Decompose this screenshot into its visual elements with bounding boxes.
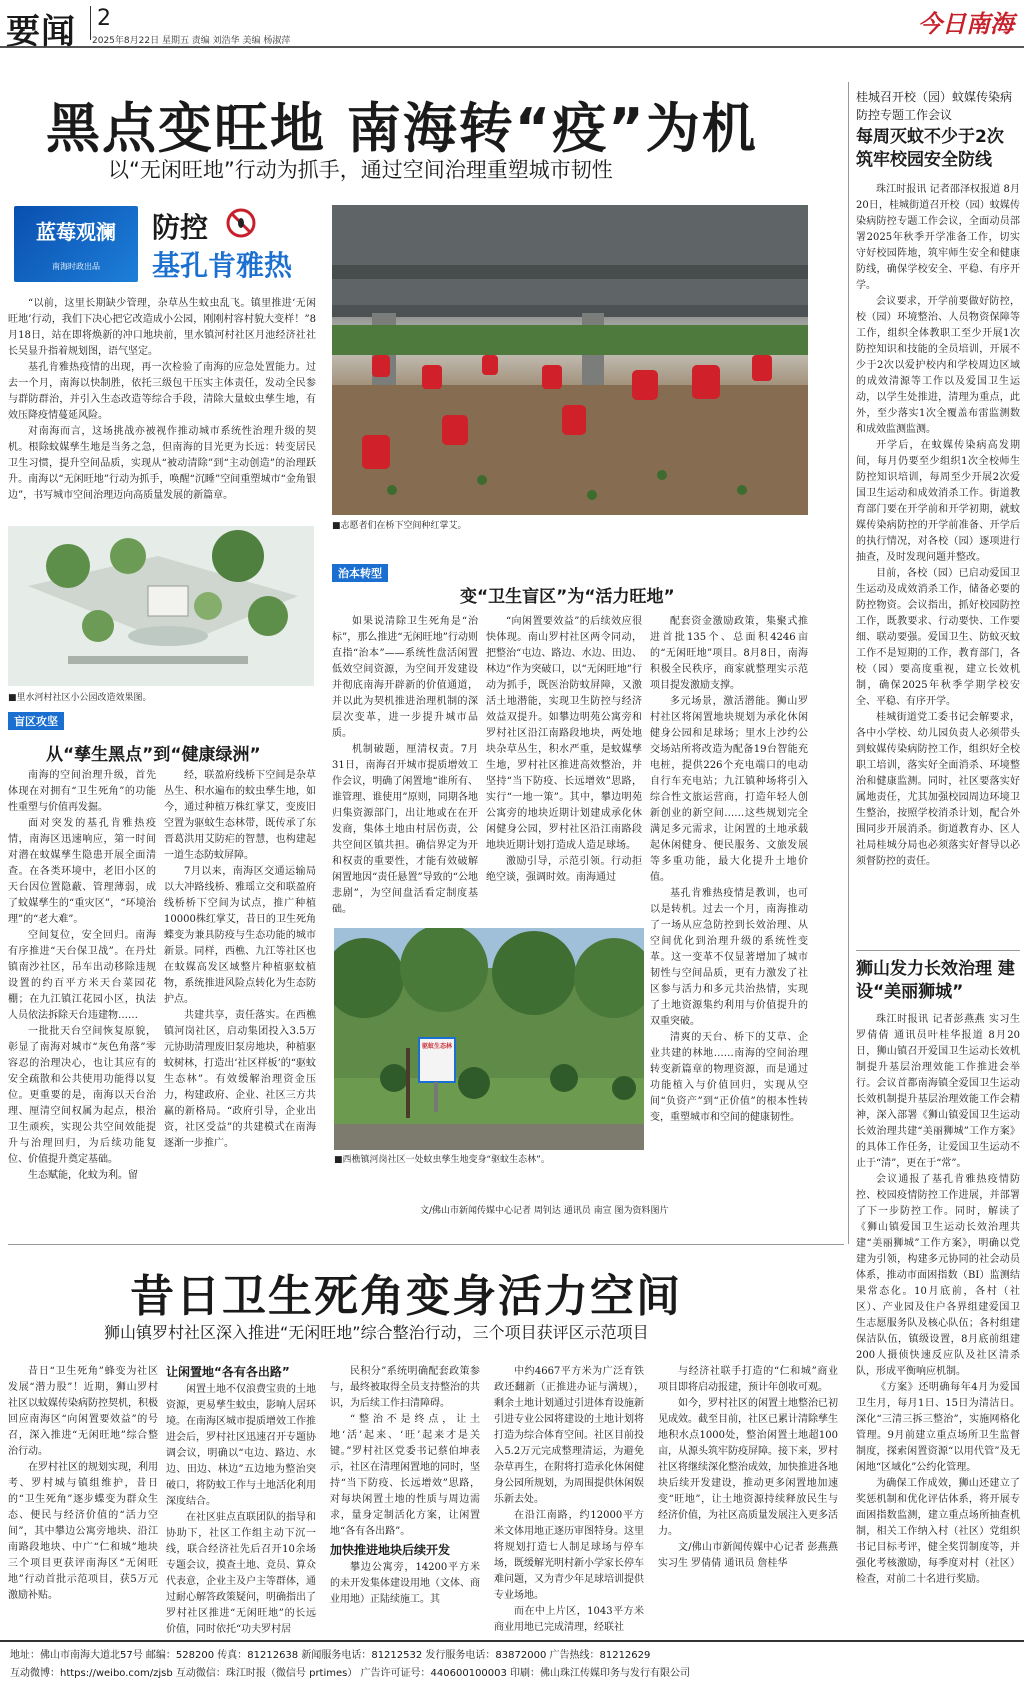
sidebar-headline: 每周灭蚊不少于2次 筑牢校园安全防线 [856, 127, 1004, 170]
paragraph: 在社区驻点直联团队的指导和协助下，社区工作组主动下沉一线，联合经济社先后召开10余场专题会议，摸查土地、竞员、算众代表意，企业主及户主等群体，通过耐心解答政策疑问，明确指出了罗村社区推进“无闲旺地”的长远价值，同时依托“功夫罗村居 [166, 1512, 316, 1635]
brand-sub: 南海时政出品 [52, 262, 100, 271]
paragraph: 目前，各校（园）已启动爱国卫生运动及成效消杀工作，储备必要的防控物资。会议指出，抓好校园防控工作，既教要求、行动要快、工作要细、联动要强。爱国卫生、防蚊灭蚊工作不是短期的工作，教育部门，各校（园）要高度重视，建立长效机制，确保2025年秋季学期学校安全、平稳、有序开学。 [856, 568, 1020, 707]
volunteers-photo-caption: ■志愿者们在桥下空间种红掌艾。 [332, 521, 467, 531]
paragraph: 多元场景，激活潜能。狮山罗村社区将闲置地块规划为承化休闲健身公园和足球场；里水上沙约公交场站所将改造为配备19台智能充电桩，提供226个充电端口的电动自行车充电站；九江镇种场将引入综合性文旅运营商，打造年轻人创新创业的新空间……这些规划完全满足多元需求，让闲置的土地承载起休闲健身、便民服务、文旅发展等多重功能，最大化提升土地价值。 [650, 696, 808, 883]
intro-paragraph: “以前，这里长期缺少管理，杂草丛生蚊虫乱飞。镇里推进‘无闲旺地’行动，我们下决心把它改造成小公园，刚刚村容村貌大变样！”8月18日，站在即将焕新的冲口地块前，里水镇河村社区月池经济社社长吴显升指着规划图，语气坚定。 [8, 298, 316, 357]
paragraph: 面对突发的基孔肯雅热疫情，南海区迅速响应，第一时间对潜在蚊媒孳生隐患开展全面清查。在各类环境中，老旧小区的天台因位置隐蔽、管理薄弱，成了蚊媒孳生的“重灾区”，“环境治理”的“老大难”。 [8, 818, 156, 925]
paragraph: 一批批天台空间恢复原貌，彰显了南海对城市“灰色角落”零容忍的治理决心，也让其应有的安全疏散和公共使用功能得以复位。更重要的是，南海以天台治理、厘清空间权属为起点，根治卫生顽疾，实现公共空间效能提升与治理回归，为后续功能复位、价值提升奠定基础。 [8, 1026, 156, 1165]
sidebar-body-2 [856, 1012, 1020, 1636]
main-story-credit: 文/佛山市新闻传媒中心记者 周钊达 通讯员 南宣 图为资料图片 [420, 1206, 669, 1216]
intro-paragraph: 基孔肯雅热疫情的出现，再一次检验了南海的应急处置能力。过去一个月，南海以快制胜，依托三级包干压实主体责任，发动全民参与群防群治，并引入生态改造等综合手段，清除大量蚊虫孳生地，有效压降疫情蔓延风险。 [8, 362, 316, 421]
sidebar-divider [848, 82, 849, 1244]
eco-forest-caption: ■西樵镇河岗社区一处蚊虫孳生地变身“驱蚊生态林”。 [334, 1155, 550, 1165]
sidebar-body [856, 182, 1020, 944]
paragraph: 在罗村社区的规划实现，利用考、罗村城与镇组维护，昔日的“卫生死角”逐步蝶变为群众生态、便民与经济价值的“活力空间”，其中攀边公寓旁地块、沿江南路段地块、中广“仁和城”地块三个项目更获评南海区“无闲旺地”行动首批示范项目，获5万元激励补贴。 [8, 1462, 158, 1601]
page-footer [0, 1640, 1024, 1683]
section-b-column-2 [486, 614, 642, 918]
column-brand-badge [14, 206, 138, 282]
park-rendering-illustration [8, 526, 314, 686]
paragraph: 开学后，在蚊媒传染病高发期间，每月仍要至少组织1次全校师生防控知识培训，每周至少开展2次爱国卫生运动和成效消杀工作。街道教育部门要在开学前和开学初期，就蚊媒传染病防控的开学前准备、开学后的执行情况，对各校（园）逐项进行抽查，及时发现问题并整改。 [856, 440, 1020, 563]
column-title-1: 防控 [152, 211, 209, 244]
paragraph: 闲置土地不仅浪费宝贵的土地资源，更易孳生蚊虫，影响人居环境。在南海区城市提质增效工作推进会后，罗村社区迅速召开专题协调会议，明确以“屯边、路边、水边、田边、林边”五边地为整治突破口，将防蚊工作与土地活化利用深度结合。 [166, 1384, 316, 1507]
park-rendering-photo [8, 526, 314, 686]
paragraph: 《方案》还明确每年4月为爱国卫生月，每月1日、15日为清洁日。深化“三清三拆三整治”，实施网格化管理。9月前建立重点场所卫生监督制度，探索闲置资源“以用代管”及无闲地“区域化”公约化管理。 [856, 1382, 1020, 1473]
no-mosquito-icon [226, 208, 256, 238]
section-b-tag: 治本转型 [332, 564, 388, 582]
sidebar-separator [856, 950, 1020, 951]
eco-forest-sign: 驱蚊生态林 [421, 1043, 452, 1050]
park-rendering-caption: ■里水河村社区小公园改造效果图。 [8, 693, 152, 703]
eco-forest-illustration [334, 928, 644, 1150]
story2-column-5 [658, 1364, 838, 1636]
newspaper-logo: 今日南海 [918, 9, 1014, 38]
dateline: 2025年8月22日 星期五 责编 刘浩华 美编 杨淑萍 [92, 36, 291, 46]
paragraph: 与经济社联手打造的“仁和城”商业项目即将启动报建，预计年创收可观。 [658, 1366, 838, 1393]
story2-separator [8, 1244, 844, 1245]
section-a-column-2 [164, 768, 316, 1208]
main-headline: 黑点变旺地 南海转“疫”为机 [46, 97, 758, 160]
story2-subhead: 狮山镇罗村社区深入推进“无闲旺地”综合整治行动，三个项目获评区示范项目 [104, 1323, 649, 1342]
section-a-column-1 [8, 768, 156, 1208]
footer-info-line: 互动微博：https://weibo.com/zjsb 互动微信：珠江时报（微信号 prtimes） 广告许可证号：440600100003 印刷：佛山珠江传媒印务与发行有限公司 [10, 1668, 691, 1679]
section-b-title: 变“卫生盲区”为“活力旺地” [460, 587, 675, 607]
paragraph: 经，联盈府线桥下空间是杂草丛生、积水遍布的蚊虫孳生地，如今，通过种植万株红掌艾，变废旧空置为驱蚊生态林带，既传承了东晋葛洪用艾防疟的智慧，也构建起一道生态防蚊屏障。 [164, 770, 316, 861]
brand-name: 蓝莓观澜 [36, 220, 116, 244]
paragraph: 在沿江南路，约12000平方米文体用地正逐历审图特身。这里将规划打造七人制足球场与停车场，既缓解光明村新小学家长停车难问题，又为青少年足球培训提供专业场地。 [494, 1510, 644, 1601]
story2-column-4 [494, 1364, 644, 1636]
paragraph: “向闲置要效益”的后续效应很快体现。南山罗村社区两令同动，把整治“屯边、路边、水边、田边、林边”作为突破口，以“无闲旺地”行动为抓手，既医治防蚊屏障，又激活土地潜能，实现卫生防控与经济效益双提升。如攀边明苑公寓旁和罗村社区沿江南路段地块，两处地块杂草丛生，积水严重，是蚊媒孳生地，罗村社区推进高效整治，并坚持“当下防疫、长远增效”思路，实行“一地一策”。其中，攀边明苑公寓旁的地块近期计划建成承化休闲健身公园，罗村社区沿江南路段地块近期计划打造成人造足球场。 [486, 616, 642, 851]
paragraph: 清爽的天台、桥下的艾草、企业共建的林地……南海的空间治理转变新篇章的物理资源，而是通过功能植入与价值回归，实现从空间“负资产”到“正价值”的根本性转变，重塑城市和空间的健康韧性。 [650, 1032, 808, 1123]
section-a-tag: 盲区攻坚 [8, 712, 64, 730]
sidebar-headline-2: 狮山发力长效治理 建设“美丽狮城” [856, 959, 1015, 1002]
paragraph: 珠江时报讯 记者邵泽权报道 8月20日，桂城街道召开校（园）蚊媒传染病防控专题工作会议，全面动员部署2025年秋季开学准备工作，切实守好校园阵地，筑牢师生安全和健康防线，确保学校安全、平稳、有序开学。 [856, 184, 1020, 291]
story2-headline: 昔日卫生死角变身活力空间 [130, 1271, 682, 1322]
paragraph: 昔日“卫生死角”蜂变为社区发展“潜力股”！近期，狮山罗村社区以蚊媒传染病防控契机，积极回应南海区“向闲置要效益”的号召，深入推进“无闲旺地”综合整治行动。 [8, 1366, 158, 1457]
intro-text [8, 296, 316, 518]
paragraph: 激励引导，示范引领。行动拒绝空谈，强调时效。南海通过 [486, 856, 642, 883]
paragraph: 南海的空间治理升级，首先体现在对拥有“卫生死角”的功能性重塑与价值再发掘。 [8, 770, 156, 813]
paragraph: 会议通报了基孔肯雅热疫情防控、校园疫情防控工作进展，并部署了下一步防控工作。同时，解读了《狮山镇爱国卫生运动长效治理共建“美丽狮城”工作方案》，明确以党建为引领，构建多元协同的社会动员体系，推动市面困指数（BI）监测结果常态化。10月底前，各村（社区）、产业园及住户各界组建爱国卫生志愿服务队及核心队伍；各村组建保洁队伍，镇级设置，8月底前组建200人摄侦快速反应队及社区清杀队，形成平衡响应机制。 [856, 1174, 1020, 1377]
paragraph: 空间复位，安全回归。南海有序推进“天台保卫战”。在丹灶镇南沙社区，吊车出动移除违规设置的约百平方米天台菜园花棚；在九江镇江花园小区，执法人员依法拆除天台违建物…… [8, 930, 156, 1021]
subheading: 让闲置地“各有各出路” [166, 1365, 290, 1379]
story2-column-1 [8, 1364, 158, 1636]
paragraph: 而在中上片区，1043平方米商业用地已完成清理，经联社 [494, 1606, 644, 1633]
paragraph: 7月以来，南海区交通运输局以大冲路线桥、雅瑶立交和联盈府线桥桥下空间为试点，推广种植10000株红掌艾，昔日的卫生死角蝶变为兼具防疫与生态功能的城市新景。同样，西樵、九江等社区也在蚊媒高发区域整片种植驱蚊植物，系统推进风险点转化为生态防护点。 [164, 866, 316, 1005]
paragraph: 生态赋能，化蚊为利。留 [28, 1170, 138, 1181]
paragraph: 基孔肯雅热疫情是教训，也可以是转机。过去一个月，南海推动了一场从应急防控到长效治理、从空间优化到治理升级的系统性变革。这一变革不仅显著增加了城市韧性与空间品质，更有力激发了社区参与活力和多元共治热情，实现了土地资源集约利用与价值提升的双重突破。 [650, 888, 808, 1027]
paragraph: 攀边公寓旁，14200平方米的未开发集体建设用地（文体、商业用地）正陆续施工。其 [330, 1562, 480, 1605]
paragraph: 如果说清除卫生死角是“治标”，那么推进“无闲旺地”行动则直指“治本”——系统性盘活闲置低效空间资源，为空间开发建设并彻底南海开辟新的价值通道，并以此为契机推进治理机制的深层次变革，进一步提升城市品质。 [332, 616, 478, 739]
paragraph: 桂城街道党工委书记会解要求，各中小学校、幼儿园负责人必须带头到蚊媒传染病防控工作，组织好全校职工培训，落实好全面消杀、环境整治和健康监测。同时，社区要落实好属地责任，尤其加强校园周边环境卫生整治，按照学校消杀计划，配合外围同步开展消杀。街道教育办、区人社局桂城分局也必须落实好督导以必须督防控的责任。 [856, 712, 1020, 867]
paragraph: “整治不是终点，让土地‘活’起来、‘旺’起来才是关键。”罗村社区党委书记蔡伯坤表示，社区在清理闲置地的同时，坚持“当下防疫、长远增效”思路，对每块闲置土地的性质与周边需求，量身定制活化方案，让闲置地“各有各出路”。 [330, 1414, 480, 1537]
paragraph: 配套资金激励政策，集聚式推进首批135个、总面积4246亩的“无闲旺地”项目。8月8日，南海积极全民秩序，商家就整理实示范项目提发激励支撑。 [650, 616, 808, 691]
page-number: 2 [90, 6, 111, 40]
paragraph: 民积分”系统明确配套政策参与，最终被取得全员支持整治的共识，为后续工作扫清障碍。 [330, 1366, 480, 1409]
main-subhead: 以“无闲旺地”行动为抓手，通过空间治理重塑城市韧性 [108, 158, 613, 182]
paragraph: 会议要求，开学前要做好防控，校（园）环境整治、人员物资保障等工作，组织全体教职工至少开展1次防控知识和技能的全员培训，开展不少于2次以爱护校内和学校周边区域的成效清源等工作以及爱国卫生运动，以学生处推进，清理为重点，此外，至少落实1次全覆盖布雷监测数和成效监测监测。 [856, 296, 1020, 435]
footer-contact-line: 地址：佛山市南海大道北57号 邮编：528200 传真：81212638 新闻服务电话：81212532 发行服务电话：83872000 广告热线：81212629 [10, 1650, 651, 1661]
paragraph: 为确保工作成效，狮山还建立了奖惩机制和优化评估体系，将开展专面困指数监测，建立重点场所抽查机制，相关工作纳入村（社区）党组织书记目标考评，健全奖罚制度等，并强化考核激励，每季度对村（社区）检查，对前二十名进行奖励。 [856, 1478, 1020, 1585]
story2-column-2 [166, 1362, 316, 1636]
story2-column-3 [330, 1364, 480, 1636]
paragraph: 共建共享，责任落实。在西樵镇河岗社区，启动集团投入3.5万元协助清理废旧泵房地块，种植驱蚊树林，打造出‘社区样板’的“驱蚊生态林”。有效缓解治理资金压力，构建政府、企业、社区三方共赢的新格局。“政府引导，企业出资，社区受益”的共建模式在南海逐渐一步推广。 [164, 1010, 316, 1149]
column-title-2: 基孔肯雅热 [152, 249, 293, 282]
section-b-column-3 [650, 614, 808, 1194]
volunteers-photo-illustration [332, 205, 808, 515]
paragraph: 文/佛山市新闻传媒中心记者 彭燕燕 实习生 罗倩倩 通讯员 詹桂华 [658, 1542, 838, 1569]
paragraph: 中约4667平方米为广泛育铁政还翻新（正推进办证与满规），剩余土地计划通过引进体育设施新引进专业公园将建设的土地计划将打造为综合体育空间。社区目前投入5.2万元完成整理清运，为避免杂草再生，在附将打造承化休闲健身公园所规划，为周围提供休闲娱乐新去处。 [494, 1366, 644, 1505]
volunteers-photo [332, 205, 808, 515]
section-b-column-1 [332, 614, 478, 918]
section-name: 要闻 [6, 12, 76, 52]
intro-paragraph: 对南海而言，这场挑战亦被视作推动城市系统性治理升级的契机。根除蚊媒孳生地是当务之急，但南海的目光更为长远：转变居民卫生习惯，提升空间品质，实现从“被动清除”到“主动创造”的治理跃升。南海以“无闲旺地”行动为抓手，唤醒“沉睡”空间重塑城市“金角银边”，书写城市空间治理迈向高质量发展的新篇章。 [8, 426, 316, 501]
section-a-title: 从“孳生黑点”到“健康绿洲” [46, 745, 261, 765]
eco-forest-photo [334, 928, 644, 1150]
paragraph: 机制破题，厘清权责。7月31日，南海召开城市提质增效工作会议，明确了闲置地“谁所有、谁管理、谁使用”原则，同期各地归集资源部门，出让地或在在开发商，集体土地由村居伤责，公共空间区镇共担。确信界定为开和权责的重要性，才能有效破解闲置地因“责任悬置”导致的“公地悲剧”，为空间盘活看定制度基础。 [332, 744, 478, 915]
sidebar-kicker: 桂城召开校（园）蚊媒传染病防控专题工作会议 [856, 90, 1013, 122]
paragraph: 如今，罗村社区的闲置土地整治已初见成效。截至目前，社区已累计清除孳生地积水点1000处，整治闲置土地超100亩，从源头筑牢防疫屏障。接下来，罗村社区将继续深化整治成效，加快推进各地块后续开发建设，推动更多闲置地加速变“旺地”，让土地资源持续释放民生与经济价值，为社区高质量发展注入更多活力。 [658, 1398, 838, 1537]
paragraph: 珠江时报讯 记者彭燕燕 实习生罗倩倩 通讯员叶桂华报道 8月20日，狮山镇召开爱国卫生运动长效机制提升基层治理效能工作推进会举行。会议首都南海镇全爱国卫生运动长效机制提升基层治理效能工作会精神，深入部署《狮山镇爱国卫生运动长效治理共建“美丽狮城”工作方案》的具体工作任务，让爱国卫生运动不止于“清”，更在于“常”。 [856, 1014, 1020, 1169]
subheading: 加快推进地块后续开发 [330, 1543, 451, 1557]
